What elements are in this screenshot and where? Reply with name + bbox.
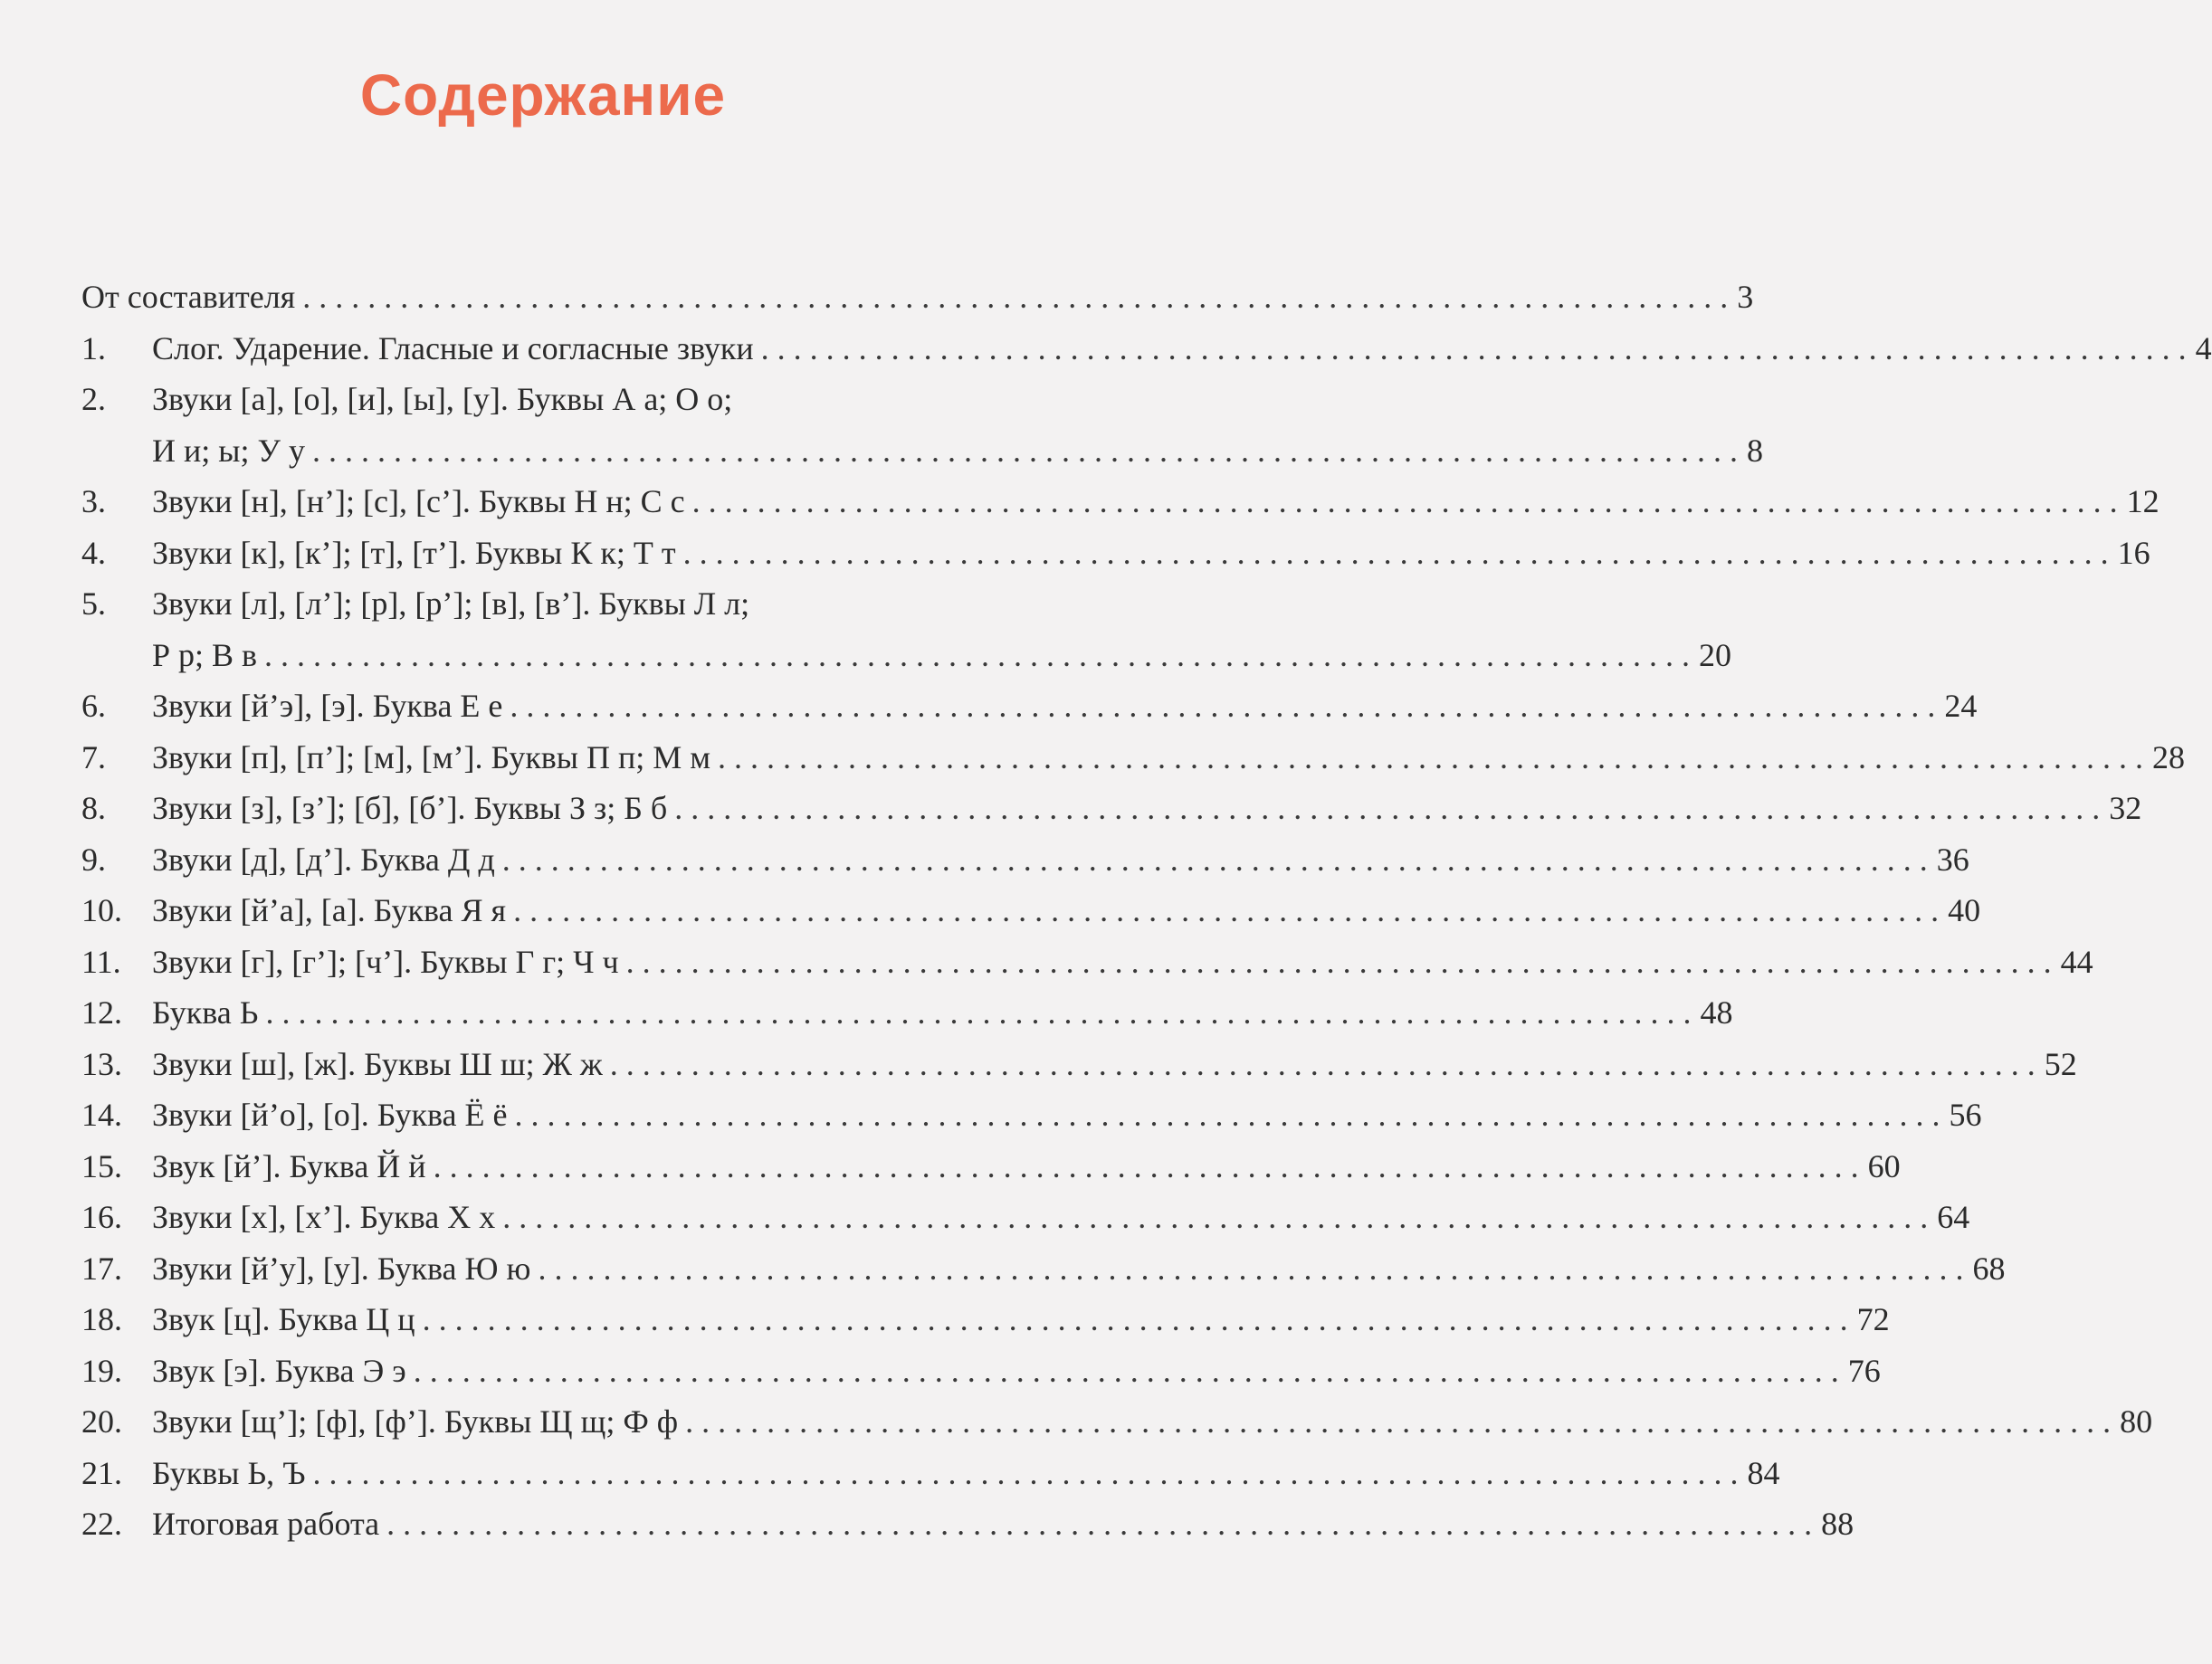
toc-entry-title: Слог. Ударение. Гласные и согласные звуки (152, 329, 754, 366)
toc-entry (81, 1294, 1890, 1345)
toc-entry-title: Р р; В в (152, 636, 258, 673)
toc-entry-title: Звук [й’]. Буква Й й (152, 1147, 426, 1184)
dot-leader (626, 937, 2052, 988)
toc-entry-number: 18. (81, 1301, 122, 1337)
toc-entry-page-number: 72 (1856, 1301, 1890, 1337)
toc-entry-number: 16. (81, 1199, 122, 1235)
toc-entry-title: Звуки [г], [г’]; [ч’]. Буквы Г г; Ч ч (152, 943, 619, 980)
toc-entry-page-number: 20 (1699, 636, 1732, 673)
toc-entry (81, 1448, 1780, 1499)
toc-entry-title: Звук [э]. Буква Э э (152, 1352, 406, 1389)
toc-entry-title: Звуки [й’а], [а]. Буква Я я (152, 892, 507, 928)
toc-entry-title: Звуки [а], [о], [и], [ы], [у]. Буквы А а; О о; (152, 381, 733, 417)
toc-entry-page-number: 24 (1944, 688, 1978, 724)
dot-leader (510, 680, 1935, 732)
dot-leader (761, 323, 2187, 375)
toc-entry-number: 3. (81, 483, 106, 519)
toc-entry (81, 476, 2160, 528)
dot-leader (610, 1039, 2036, 1090)
toc-entry-title: Звуки [щ’]; [ф], [ф’]. Буквы Щ щ; Ф ф (152, 1403, 679, 1440)
toc-entry-number: 11. (81, 943, 121, 980)
toc-entry-number: 14. (81, 1097, 122, 1133)
toc-entry-number: 21. (81, 1454, 122, 1491)
toc-entry (81, 1039, 2077, 1090)
toc-entry (81, 937, 2093, 988)
toc-entry-title: Звуки [з], [з’]; [б], [б’]. Буквы З з; Б б (152, 790, 668, 826)
toc-entry-number: 19. (81, 1352, 122, 1389)
toc-entry (81, 680, 1978, 732)
toc-entry-page-number: 56 (1949, 1097, 1982, 1133)
toc-entry-number: 17. (81, 1250, 122, 1287)
toc-entry-page-number: 16 (2117, 534, 2150, 571)
toc-entry (81, 271, 1754, 323)
dot-leader (265, 987, 1691, 1039)
toc-entry-page-number: 40 (1948, 892, 1981, 928)
toc-entry-number: 9. (81, 841, 106, 878)
toc-entry-page-number: 36 (1936, 841, 1969, 878)
dot-leader (513, 885, 1939, 937)
dot-leader (502, 1192, 1928, 1243)
toc-entry-number: 20. (81, 1403, 122, 1440)
toc-entry-page-number: 8 (1746, 432, 1763, 469)
toc-entry (81, 1498, 1854, 1550)
toc-entry-title: Буквы Ь, Ъ (152, 1454, 306, 1491)
toc-entry-title: Звуки [ш], [ж]. Буквы Ш ш; Ж ж (152, 1045, 603, 1082)
dot-leader (718, 732, 2143, 784)
toc-entry-page-number: 64 (1937, 1199, 1970, 1235)
toc-entry-title: Звуки [л], [л’]; [р], [р’]; [в], [в’]. Буквы Л л; (152, 585, 750, 622)
toc-entry (81, 374, 1763, 476)
dot-leader (313, 1448, 1739, 1499)
toc-entry-page-number: 4 (2195, 329, 2212, 366)
toc-entry-number: 13. (81, 1045, 122, 1082)
dot-leader (302, 271, 1728, 323)
dot-leader (264, 630, 1690, 681)
toc-entry (81, 578, 1732, 680)
toc-entry-number: 8. (81, 790, 106, 826)
dot-leader (538, 1243, 1963, 1295)
dot-leader (692, 476, 2118, 528)
toc-entry (81, 1396, 2153, 1448)
toc-entry-title: Итоговая работа (152, 1506, 380, 1542)
toc-entry-title: И и; ы; У у (152, 432, 305, 469)
toc-entry-page-number: 48 (1700, 994, 1733, 1031)
toc-entry-title: Звуки [к], [к’]; [т], [т’]. Буквы К к; Т т (152, 534, 676, 571)
toc-entry-number: 2. (81, 381, 106, 417)
toc-entry-page-number: 80 (2120, 1403, 2153, 1440)
table-of-contents (81, 271, 2212, 1550)
dot-leader (414, 1345, 1839, 1397)
toc-entry (81, 885, 1981, 937)
dot-leader (386, 1498, 1812, 1550)
toc-entry-number: 15. (81, 1147, 122, 1184)
dot-leader (434, 1141, 1859, 1193)
toc-entry-number: 10. (81, 892, 122, 928)
toc-entry-title: Звуки [п], [п’]; [м], [м’]. Буквы П п; М м (152, 738, 711, 775)
toc-entry-page-number: 76 (1847, 1352, 1881, 1389)
toc-entry-number: 1. (81, 329, 106, 366)
toc-entry-number: 4. (81, 534, 106, 571)
toc-entry (81, 987, 1733, 1039)
toc-entry-title: От составителя (81, 279, 296, 315)
toc-entry-title: Звуки [н], [н’]; [с], [с’]. Буквы Н н; С с (152, 483, 685, 519)
toc-entry-title: Звуки [й’о], [о]. Буква Ё ё (152, 1097, 508, 1133)
dot-leader (674, 783, 2100, 834)
toc-entry-title: Звуки [х], [х’]. Буква Х х (152, 1199, 496, 1235)
toc-entry-number: 7. (81, 738, 106, 775)
dot-leader (683, 528, 2109, 579)
page-title: Содержание (359, 62, 727, 128)
toc-entry-page-number: 44 (2060, 943, 2093, 980)
toc-entry-page-number: 60 (1867, 1147, 1901, 1184)
toc-entry-title: Звуки [й’у], [у]. Буква Ю ю (152, 1250, 531, 1287)
toc-entry (81, 783, 2142, 834)
toc-entry-title: Звук [ц]. Буква Ц ц (152, 1301, 415, 1337)
toc-entry (81, 1345, 1881, 1397)
toc-entry-page-number: 52 (2044, 1045, 2077, 1082)
toc-entry-page-number: 84 (1747, 1454, 1780, 1491)
toc-entry-number: 12. (81, 994, 122, 1031)
dot-leader (502, 834, 1928, 886)
dot-leader (312, 425, 1738, 477)
toc-entry-number: 5. (81, 585, 106, 622)
toc-entry-number: 6. (81, 688, 106, 724)
toc-entry-page-number: 3 (1737, 279, 1754, 315)
toc-entry (81, 1089, 1982, 1141)
toc-entry (81, 528, 2150, 579)
dot-leader (685, 1396, 2111, 1448)
toc-entry-title: Звуки [д], [д’]. Буква Д д (152, 841, 495, 878)
toc-entry-page-number: 88 (1821, 1506, 1854, 1542)
toc-entry-title: Буква Ь (152, 994, 259, 1031)
toc-entry-page-number: 12 (2126, 483, 2160, 519)
toc-entry (81, 1192, 1970, 1243)
toc-entry (81, 1141, 1901, 1193)
dot-leader (423, 1294, 1848, 1345)
toc-entry-title: Звуки [й’э], [э]. Буква Е е (152, 688, 503, 724)
toc-entry-number: 22. (81, 1506, 122, 1542)
toc-entry (81, 732, 2186, 784)
dot-leader (515, 1089, 1940, 1141)
toc-entry (81, 323, 2212, 375)
toc-entry (81, 834, 1969, 886)
toc-entry-page-number: 32 (2109, 790, 2142, 826)
toc-entry-page-number: 68 (1972, 1250, 2006, 1287)
toc-entry (81, 1243, 2006, 1295)
toc-entry-page-number: 28 (2152, 738, 2186, 775)
